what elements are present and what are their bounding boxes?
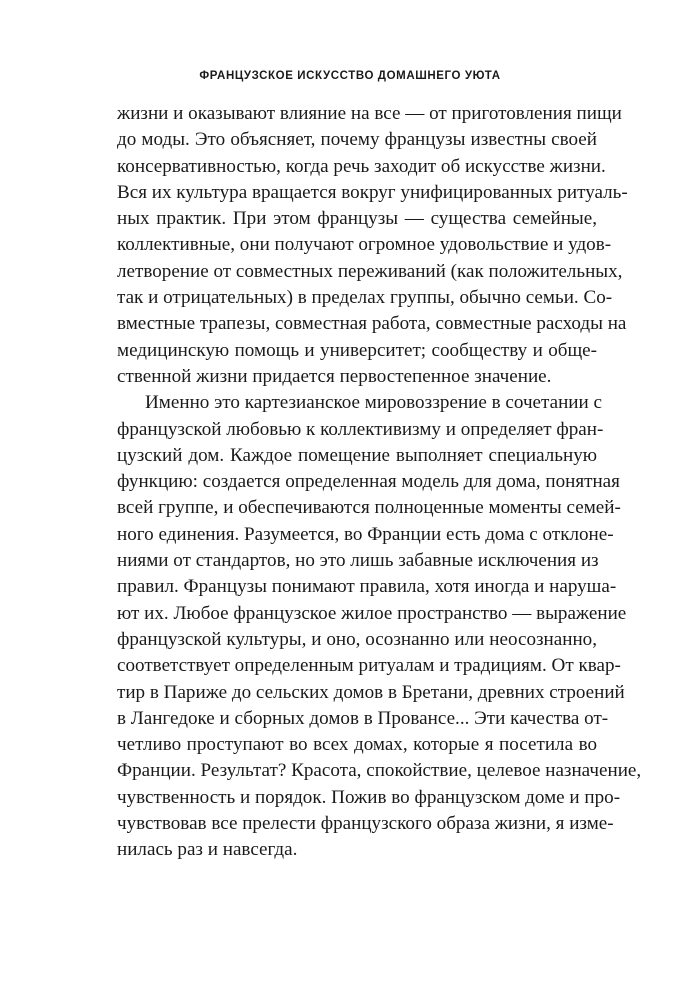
text-line: Именно это картезианское мировоззрение в сочетании с <box>145 392 602 414</box>
text-line: ных практик. При этом французы — существа семейные, <box>117 208 597 230</box>
text-line: французской любовью к коллективизму и определяет фран- <box>117 418 604 440</box>
text-line: четливо проступают во всех домах, которые я посетила во <box>117 734 597 756</box>
text-line: соответствует определенным ритуалам и традициям. От квар- <box>117 655 621 677</box>
text-line: коллективные, они получают огромное удовольствие и удов- <box>117 234 612 256</box>
text-line: в Лангедоке и сборных домов в Провансе... Эти качества от- <box>117 707 609 729</box>
text-line: функцию: создается определенная модель для дома, понятная <box>117 471 620 493</box>
text-line: медицинскую помощь и университет; сообществу и обще- <box>117 339 597 361</box>
text-line: Вся их культура вращается вокруг унифицированных ритуаль- <box>117 181 628 203</box>
text-line: всей группе, и обеспечиваются полноценные моменты семей- <box>117 497 621 519</box>
text-line: Франции. Результат? Красота, спокойствие, целевое назначение, <box>117 760 642 782</box>
text-line: жизни и оказывают влияние на все — от приготовления пищи <box>117 103 622 124</box>
text-line: консервативностью, когда речь заходит об искусстве жизни. <box>117 155 606 177</box>
paragraph-1 <box>117 101 628 390</box>
text-line: тир в Париже до сельских домов в Бретани, древних строений <box>117 681 625 703</box>
text-line: нилась раз и навсегда. <box>117 839 298 861</box>
text-line: вместные трапезы, совместная работа, совместные расходы на <box>117 313 627 335</box>
text-line: цузский дом. Каждое помещение выполняет специальную <box>117 444 597 466</box>
text-line: чувствовав все прелести французского образа жизни, я изме- <box>117 813 614 835</box>
text-line: ственной жизни придается первостепенное значение. <box>117 365 552 387</box>
running-head: ФРАНЦУЗСКОЕ ИСКУССТВО ДОМАШНЕГО УЮТА <box>199 70 501 82</box>
text-line: ного единения. Разумеется, во Франции есть дома с отклоне- <box>117 523 614 545</box>
text-line: так и отрицательных) в пределах группы, обычно семьи. Со- <box>117 287 613 309</box>
text-line: ют их. Любое французское жилое пространство — выражение <box>117 602 627 624</box>
text-line: до моды. Это объясняет, почему французы известны своей <box>117 129 597 151</box>
text-line: французской культуры, и оно, осознанно или неосознанно, <box>117 628 597 650</box>
text-line: ниями от стандартов, но это лишь забавные исключения из <box>117 550 599 572</box>
text-line: летворение от совместных переживаний (как положительных, <box>117 260 623 282</box>
text-line: правил. Французы понимают правила, хотя иногда и наруша- <box>117 576 617 598</box>
text-line: чувственность и порядок. Пожив во французском доме и про- <box>117 786 621 808</box>
body-text <box>117 101 642 864</box>
paragraph-2 <box>117 390 642 863</box>
